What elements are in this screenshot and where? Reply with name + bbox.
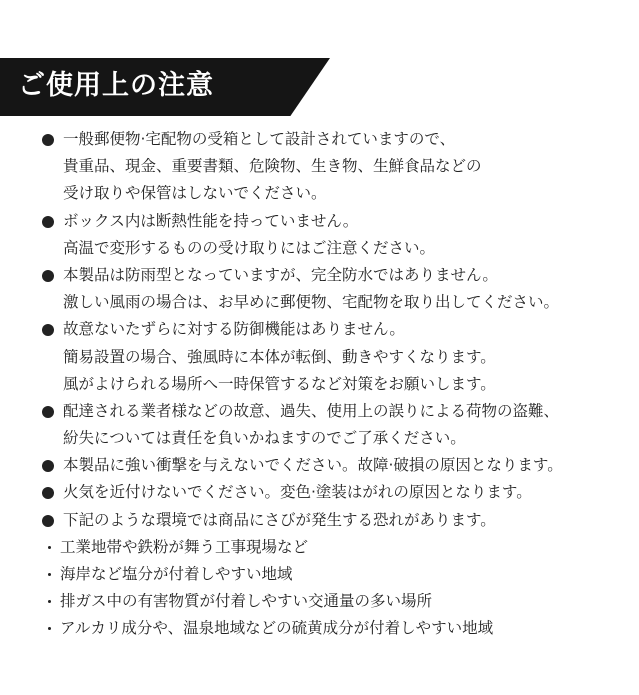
bullet-icon <box>42 134 54 146</box>
environment-text: 工業地帯や鉄粉が舞う工事現場など <box>60 537 309 556</box>
notice-item <box>0 208 639 262</box>
notice-text: 下記のような環境では商品にさびが発生する恐れがあります。 <box>63 510 496 529</box>
notice-item <box>0 452 639 479</box>
notice-line <box>0 425 639 452</box>
bullet-icon <box>42 406 54 418</box>
notice-line <box>0 262 639 289</box>
bullet-icon <box>42 216 54 228</box>
notice-text: 激しい風雨の場合は、お早めに郵便物、宅配物を取り出してください。 <box>63 293 560 312</box>
notice-text: 紛失については責任を負いかねますのでご了承ください。 <box>63 429 466 448</box>
bullet-icon <box>42 324 54 336</box>
notice-line <box>0 479 639 506</box>
environment-item <box>0 615 639 642</box>
bullet-icon <box>42 460 54 472</box>
environment-text: アルカリ成分や、温泉地域などの硫黄成分が付着しやすい地域 <box>60 619 494 638</box>
environment-item <box>0 588 639 615</box>
notice-item <box>0 398 639 452</box>
notice-line <box>0 126 639 153</box>
notice-line <box>0 507 639 534</box>
notice-line <box>0 371 639 398</box>
notice-line <box>0 316 639 343</box>
notice-text: 配達される業者様などの故意、過失、使用上の誤りによる荷物の盗難、 <box>63 401 560 420</box>
notice-text: 簡易設置の場合、強風時に本体が転倒、動きやすくなります。 <box>63 347 496 366</box>
sub-bullet-icon <box>48 573 51 576</box>
notice-text: 貴重品、現金、重要書類、危険物、生き物、生鮮食品などの <box>63 157 482 176</box>
notice-text: 本製品は防雨型となっていますが、完全防水ではありません。 <box>63 265 498 284</box>
page-title: ご使用上の注意 <box>18 70 214 101</box>
notice-line <box>0 289 639 316</box>
notice-text: 本製品に強い衝撃を与えないでください。故障·破損の原因となります。 <box>63 456 563 475</box>
notice-item <box>0 316 639 398</box>
environment-text: 海岸など塩分が付着しやすい地域 <box>60 565 293 583</box>
bullet-icon <box>42 515 54 527</box>
environment-text: 排ガス中の有害物質が付着しやすい交通量の多い場所 <box>60 592 433 611</box>
notice-text: 風がよけられる場所へ一時保管するなど対策をお願いします。 <box>63 374 496 393</box>
sub-bullet-icon <box>48 627 51 630</box>
notice-item <box>0 126 639 208</box>
notice-line <box>0 180 639 207</box>
environment-item <box>0 534 639 561</box>
notice-text: 高温で変形するものの受け取りにはご注意ください。 <box>63 238 436 257</box>
notice-line <box>0 344 639 371</box>
notice-item <box>0 507 639 534</box>
bullet-icon <box>42 487 54 499</box>
sub-bullet-icon <box>48 546 51 549</box>
notice-text: ボックス内は断熱性能を持っていません。 <box>63 211 359 230</box>
environment-item <box>0 561 639 588</box>
notice-line <box>0 153 639 180</box>
notice-line <box>0 452 639 479</box>
notice-line <box>0 208 639 235</box>
notice-line <box>0 398 639 425</box>
notice-text: 故意ないたずらに対する防御機能はありません。 <box>63 320 405 339</box>
notice-text: 受け取りや保管はしないでください。 <box>63 184 327 203</box>
bullet-icon <box>42 270 54 282</box>
notice-text: 火気を近付けないでください。変色·塗装はがれの原因となります。 <box>63 483 532 502</box>
notice-line <box>0 235 639 262</box>
notice-item <box>0 479 639 506</box>
notice-text: 一般郵便物·宅配物の受箱として設計されていますので、 <box>63 130 456 148</box>
notice-list <box>0 126 639 643</box>
notice-item <box>0 262 639 316</box>
sub-bullet-icon <box>48 600 51 603</box>
